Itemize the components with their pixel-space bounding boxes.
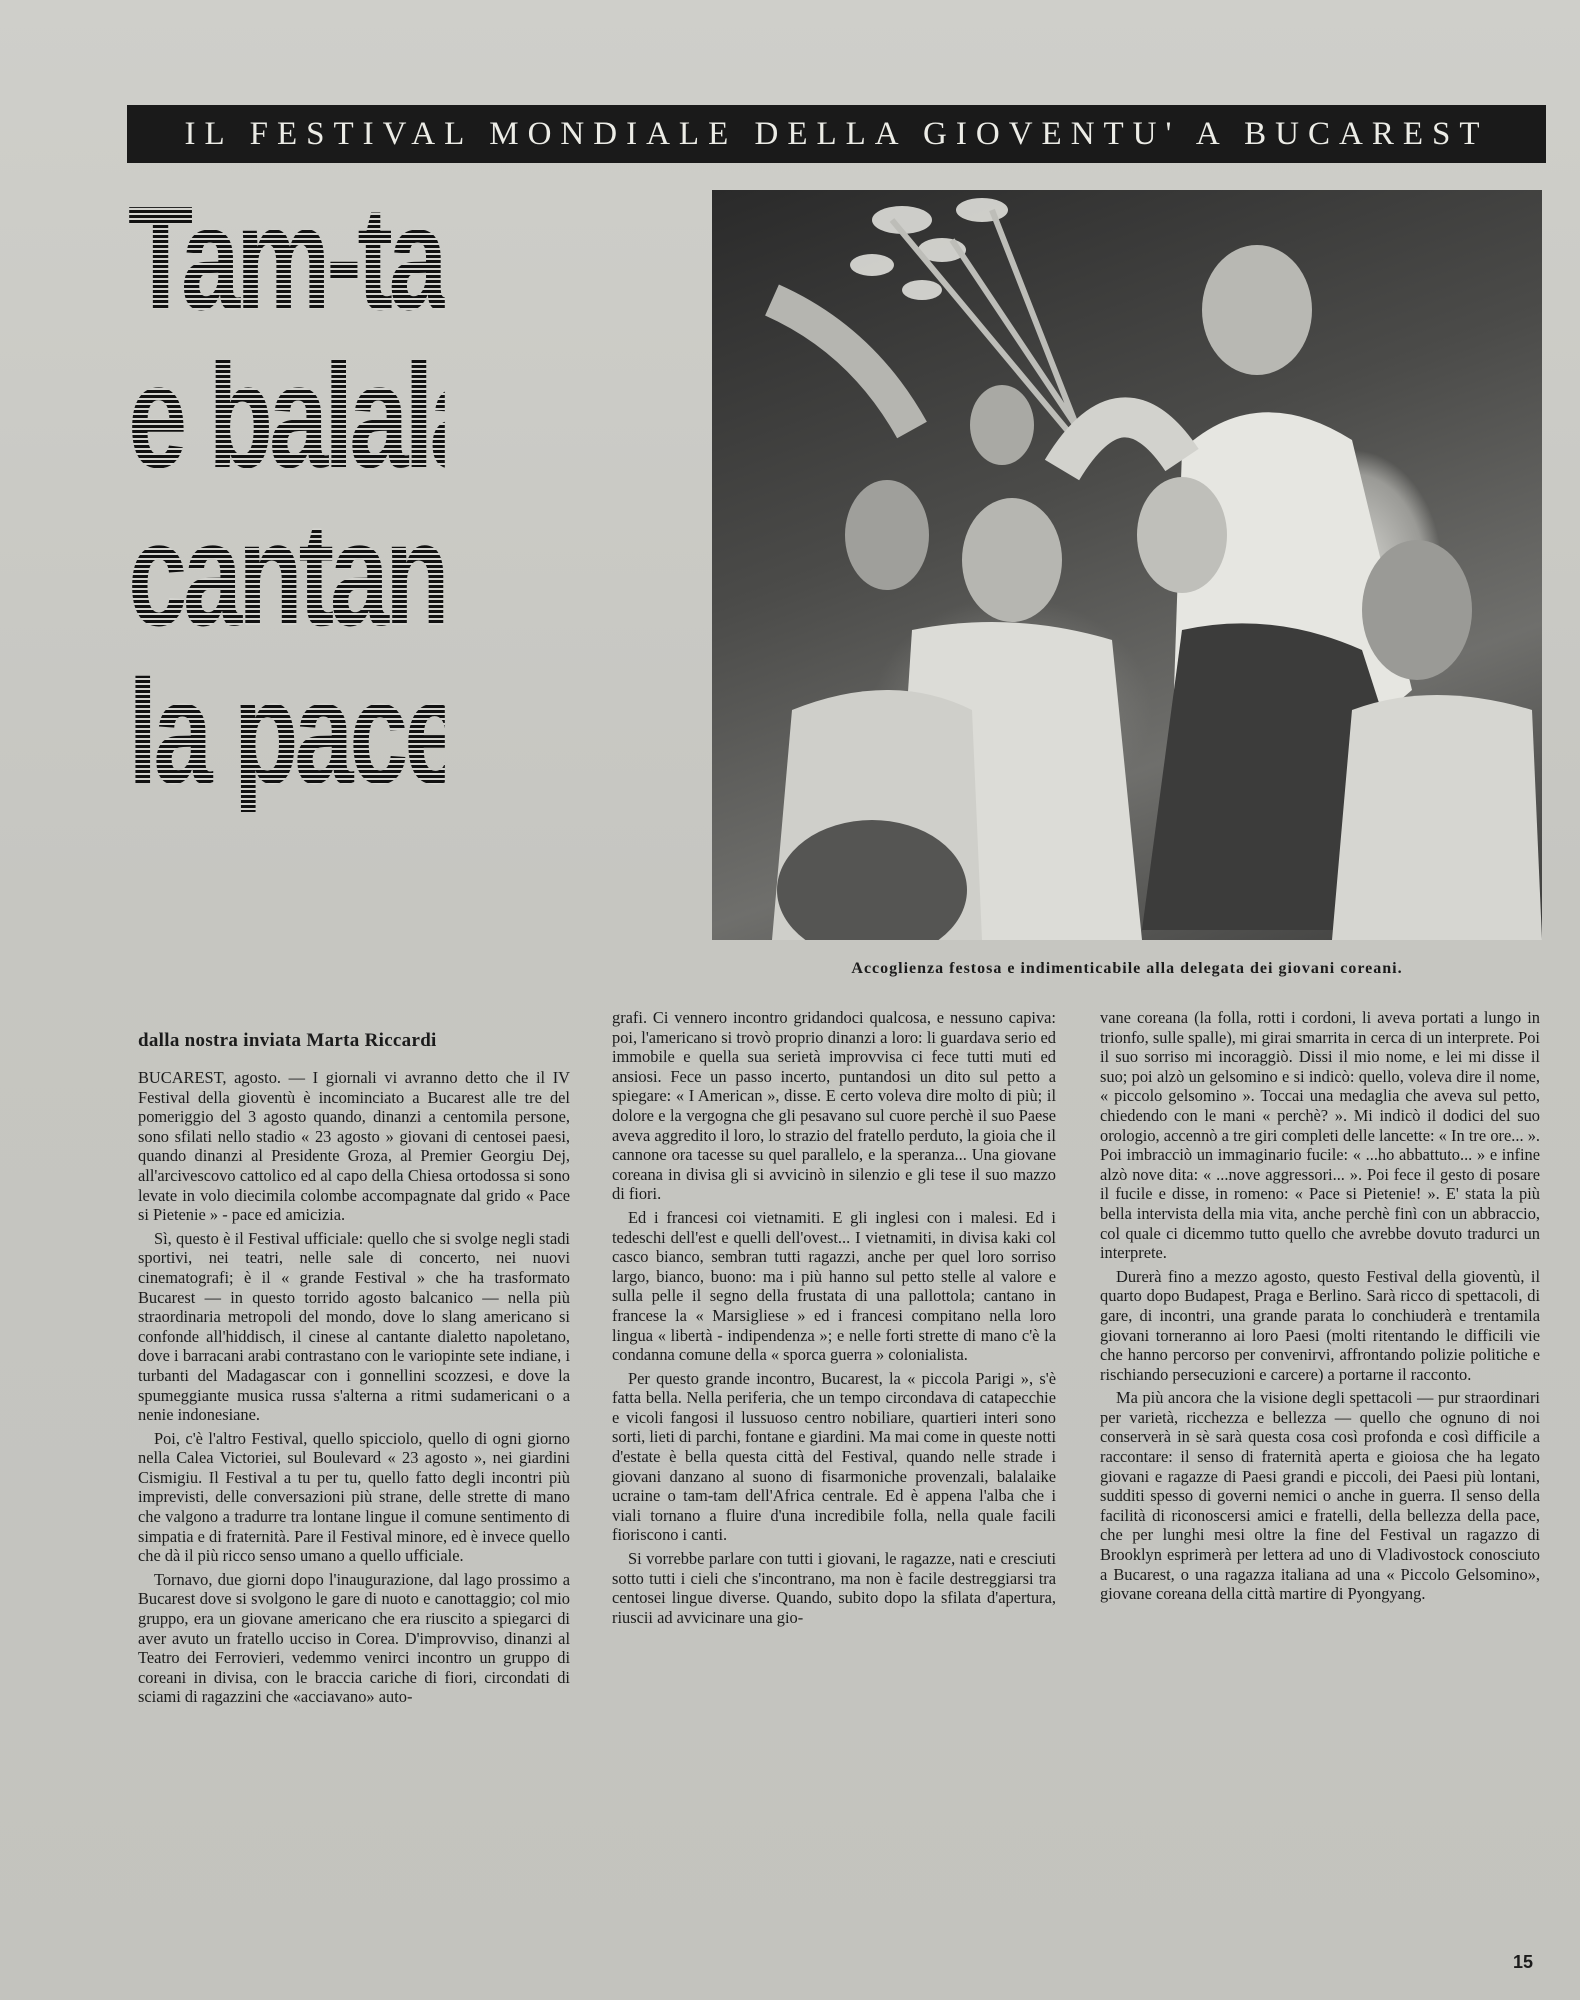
paragraph: Per questo grande incontro, Bucarest, la « piccola Parigi », s'è fatta bella. Nella periferia, che un tempo circondava di catapecchie e vicoli fangosi il lussuoso centro nobiliare, quartieri interi sono sorti, lieti di parchi, fontane e giardini. Ma mai come in queste notti d'estate è bella questa città del Festival, quando nelle strade i giovani danzano al suono di fisarmoniche provenzali, balalaike ucraine o tam-tam dell'Africa centrale. Ed è appena l'alba che i viali tornano a fluire d'una incredibile folla, nella quale facili fioriscono i canti. bbox=[612, 1368, 1056, 1545]
paragraph: grafi. Ci vennero incontro gridandoci qualcosa, e nessuno capiva: poi, l'americano si trovò proprio dinanzi a loro: li guardava serio ed immobile e quella sua serietà improvvisa ci fece tutti muti ed ansiosi. Fece un passo incerto, puntandosi un dito sul petto a spiegare: « I American », disse. E certo voleva dire molto di più; il dolore e la vergogna che gli pesavano sul cuore perchè il suo Paese aveva aggredito il loro, lo strazio del fratello perduto, la gioia che il cannone ora tacesse su quel parallelo, e la speranza... Una giovane coreana in divisa gli si avvicinò in silenzio e gli tese il suo mazzo di fiori. bbox=[612, 1008, 1056, 1204]
headline-line: e balalaike bbox=[128, 334, 620, 499]
paragraph: Ed i francesi coi vietnamiti. E gli inglesi con i malesi. Ed i tedeschi dell'est e quelli dell'ovest... I vietnamiti, in divisa kaki col casco bianco, sembran tutti ragazzi, anche per quel loro sorriso largo, bianco, buono: ma i più hanno sul petto stelle al valore e sulla pelle il segno della frustata di una pallottola; cantano in francese la « Marsigliese » ed i francesi compitano nella loro lingua « libertà - indipendenza »; e nelle forti strette di mano c'è la condanna comune della « sporca guerra » colonialista. bbox=[612, 1207, 1056, 1365]
article-column-3 bbox=[1100, 1008, 1540, 1968]
section-banner: IL FESTIVAL MONDIALE DELLA GIOVENTU' A BUCAREST bbox=[127, 105, 1546, 163]
page-number: 15 bbox=[1513, 1952, 1534, 1972]
article-column-2 bbox=[612, 1008, 1056, 1968]
headline-line: la pace bbox=[128, 650, 460, 815]
paragraph: Tornavo, due giorni dopo l'inaugurazione, dal lago prossimo a Bucarest dove si svolgono le gare di nuoto e canottaggio; col mio gruppo, era un giovane americano che era riuscito a spiegarci di aver avuto un fratello ucciso in Corea. D'improvviso, dinanzi al Teatro dei Ferrovieri, vedemmo venirci incontro un gruppo di coreani in divisa, con le braccia cariche di fiori, circondati di sciami di ragazzini che «acciavano» auto- bbox=[138, 1569, 570, 1707]
headline bbox=[128, 176, 620, 815]
photo-illustration bbox=[712, 190, 1542, 940]
paragraph: Si vorrebbe parlare con tutti i giovani, le ragazze, nati e cresciuti sotto tutti i cieli che s'incontrano, ma non è facile destreggiarsi tra centosei lingue diverse. Quando, subito dopo la sfilata d'apertura, riuscii ad avvicinare una gio- bbox=[612, 1549, 1056, 1627]
photo-caption: Accoglienza festosa e indimenticabile alla delegata dei giovani coreani. bbox=[851, 960, 1403, 977]
byline: dalla nostra inviata Marta Riccardi bbox=[138, 1030, 437, 1051]
paragraph: vane coreana (la folla, rotti i cordoni, li aveva portati a lungo in trionfo, sulle spalle), mi girai smarrita in cerca di un interprete. Poi il suo sorriso mi incoraggiò. Dissi il mio nome, e lei mi disse il suo; poi alzò un gelsomino e si indicò: quello, voleva dire il nome, « piccolo gelsomino ». Toccai una medaglia che aveva sul petto, chiedendo con le mani « perchè? ». Mi indicò il dodici del suo orologio, accennò a tre giri completi delle lancette: « In tre ore... ». Poi imbracciò un immaginario fucile: « ...ho abbattuto... » e infine alzò nove dita: « ...nove aggressori... ». Poi fece il gesto di posare il fucile e disse, in romeno: « Pace si Pietenie! ». E' stata la più bella intervista della mia vita, anche perchè finì con un abbraccio, col quale ci dicemmo tutto quello che avrebbe dovuto tradurci un interprete. bbox=[1100, 1008, 1540, 1263]
article-column-1 bbox=[138, 1068, 570, 1968]
headline-line: Tam-tam bbox=[128, 176, 534, 341]
paragraph: Ma più ancora che la visione degli spettacoli — pur straordinari per varietà, ricchezza e bellezza — quello che ognuno di noi conserverà in sè sarà questa cosa così profonda e così difficile a raccontare: il senso di fraternità aperta e gioiosa che ha legato giovani e ragazze di Paesi grandi e piccoli, dei Paesi più lontani, sudditi spesso di governi nemici o anche in guerra. Il senso della facilità di riconoscersi amici e fratelli, della bellezza della pace, che per lunghi mesi oltre la fine del Festival un ragazzo di Brooklyn esprimerà per lettera ad uno di Vladivostock conosciuto a Bucarest, o una ragazza italiana ad una « Piccolo Gelsomino», giovane coreana della città martire di Pyongyang. bbox=[1100, 1388, 1540, 1604]
paragraph: Sì, questo è il Festival ufficiale: quello che si svolge negli stadi sportivi, nei teatri, nelle sale di concerto, nei nuovi cinematografi; è il « grande Festival » che ha trasformato Bucarest — in questo torrido agosto balcanico — nella più straordinaria metropoli del mondo, dove lo slang americano si confonde all'hiddisch, il cinese al cantante dialetto napoletano, dove i barracani arabi contrastano con le variopinte sete indiane, i turbanti del Madagascar con i gonnellini scozzesi, e dove la spumeggiante musica russa s'alterna a ritmi sudamericani o a nenie indonesiane. bbox=[138, 1228, 570, 1425]
headline-line: cantano bbox=[128, 492, 507, 657]
paragraph: Durerà fino a mezzo agosto, questo Festival della gioventù, il quarto dopo Budapest, Praga e Berlino. Sarà ricco di spettacoli, di gare, di incontri, una grande parata lo conchiuderà e trentamila giovani torneranno ai loro Paesi (molti ritentando le difficili vie che hanno percorso per convenirvi, affrontando polizie politiche e rischiando persecuzioni e carcere) a portarne il racconto. bbox=[1100, 1266, 1540, 1384]
paragraph: BUCAREST, agosto. — I giornali vi avranno detto che il IV Festival della gioventù è incominciato a Bucarest alle tre del pomeriggio del 3 agosto quando, dinanzi a centomila persone, sono sfilati nello stadio « 23 agosto » giovani di centosei paesi, quando dinanzi al Presidente Groza, al Premier Georgiu Dej, all'arcivescovo cattolico ed al capo della Chiesa ortodossa si sono levate in volo diecimila colombe accompagnate dal grido « Pace si Pietenie » - pace ed amicizia. bbox=[138, 1068, 570, 1225]
crowd-photo bbox=[712, 190, 1542, 940]
paragraph: Poi, c'è l'altro Festival, quello spicciolo, quello di ogni giorno nella Calea Victoriei, sul Boulevard « 23 agosto », nei giardini Cismigiu. Il Festival a tu per tu, quello fatto degli incontri più imprevisti, delle conversazioni più strane, delle strette di mano che valgono a tradurre tra lontane lingue il comune sentimento di simpatia e di fraternità. Pare il Festival minore, ed è invece quello che dà il più ricco senso umano a quello ufficiale. bbox=[138, 1428, 570, 1566]
